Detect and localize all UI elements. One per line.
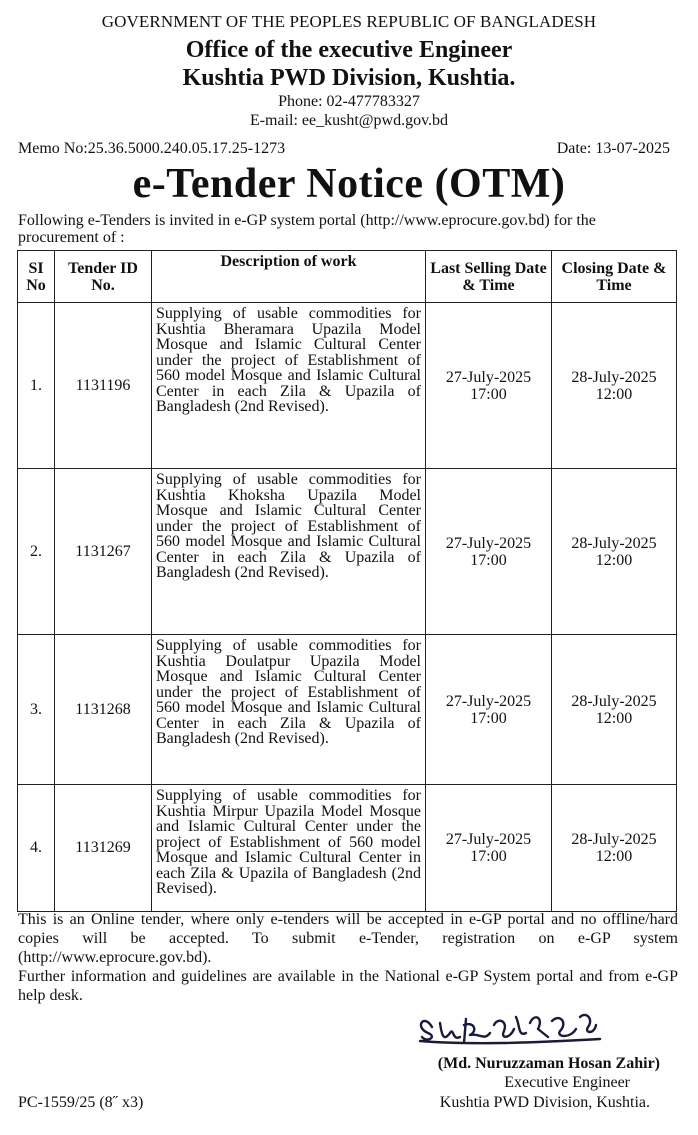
guidelines-note: Further information and guidelines are available in the National e-GP System portal and from e-GP help desk. [18, 968, 678, 1004]
col-header-description: Description of work [152, 251, 426, 303]
footer-notes [18, 910, 678, 1005]
row-sl: 3. [18, 635, 55, 785]
signatory-office: Kushtia PWD Division, Kushtia. [439, 1094, 650, 1111]
table-header-row [18, 251, 677, 303]
closing-date: 28-July-2025 [571, 368, 657, 386]
last-selling-date: 27-July-2025 [445, 692, 532, 710]
row-sl: 2. [18, 469, 55, 635]
closing-time: 12:00 [595, 709, 633, 727]
closing-date: 28-July-2025 [571, 534, 657, 552]
closing-time: 12:00 [595, 848, 633, 865]
table-row [18, 635, 677, 785]
office-line-2: Kushtia PWD Division, Kushtia. [182, 65, 516, 91]
email-line: E-mail: ee_kusht@pwd.gov.bd [249, 112, 449, 129]
row-last-selling [426, 469, 552, 635]
row-tender-id: 1131196 [55, 303, 152, 469]
last-selling-date: 27-July-2025 [445, 831, 532, 848]
online-tender-note: This is an Online tender, where only e-tenders will be accepted in e-GP portal and no offline/hard copies will be accepted. To submit e-Tender, registration on e-GP system (http://www.eprocure.gov.bd). [18, 911, 678, 966]
handwritten-signature [380, 1003, 670, 1060]
row-closing [552, 785, 677, 912]
row-closing [552, 635, 677, 785]
notice-title: e-Tender Notice (OTM) [132, 161, 566, 207]
phone-line: Phone: 02-477783327 [278, 93, 420, 110]
col-header-sl: SI No [18, 251, 55, 303]
col-header-last-selling: Last Selling Date & Time [426, 251, 552, 303]
last-selling-date: 27-July-2025 [445, 368, 532, 386]
last-selling-date: 27-July-2025 [445, 534, 532, 552]
col-header-tender-id: Tender ID No. [55, 251, 152, 303]
office-heading [0, 36, 698, 92]
intro-paragraph: Following e-Tenders is invited in e-GP system portal (http://www.eprocure.gov.bd) for the procurement of : [18, 212, 596, 246]
signatory-name: (Md. Nuruzzaman Hosan Zahir) [437, 1055, 660, 1072]
table-row [18, 469, 677, 635]
row-sl: 1. [18, 303, 55, 469]
last-selling-time: 17:00 [470, 709, 507, 727]
notice-date: Date: 13-07-2025 [556, 140, 670, 157]
row-description: Supplying of usable commodities for Kushtia Mirpur Upazila Model Mosque and Islamic Cultural Center under the project of Establishment of 560 model Mosque and Islamic Cultural Center in each Zila & Upazila of Bangladesh (2nd Revised). [152, 785, 426, 912]
row-last-selling [426, 303, 552, 469]
closing-date: 28-July-2025 [571, 831, 657, 848]
row-description: Supplying of usable commodities for Kushtia Bheramara Upazila Model Mosque and Islamic Cultural Center under the project of Establishment of 560 model Mosque and Islamic Cultural Center in each Zila & Upazila of Bangladesh (2nd Revised). [152, 303, 426, 469]
closing-date: 28-July-2025 [571, 692, 657, 710]
row-closing [552, 303, 677, 469]
last-selling-time: 17:00 [470, 385, 507, 403]
row-tender-id: 1131268 [55, 635, 152, 785]
table-row [18, 303, 677, 469]
row-closing [552, 469, 677, 635]
row-sl: 4. [18, 785, 55, 912]
signatory-designation: Executive Engineer [504, 1074, 630, 1091]
row-description: Supplying of usable commodities for Kushtia Khoksha Upazila Model Mosque and Islamic Cultural Center under the project of Establishment of 560 model Mosque and Islamic Cultural Center in each Zila & Upazila of Bangladesh (2nd Revised). [152, 469, 426, 635]
row-last-selling [426, 635, 552, 785]
col-header-closing: Closing Date & Time [552, 251, 677, 303]
table-row [18, 785, 677, 912]
pc-reference: PC-1559/25 (8˝ x3) [18, 1094, 144, 1111]
office-line-1: Office of the executive Engineer [185, 37, 513, 63]
row-tender-id: 1131269 [55, 785, 152, 912]
signature-scribble [380, 1003, 670, 1055]
last-selling-time: 17:00 [470, 848, 507, 865]
government-heading: GOVERNMENT OF THE PEOPLES REPUBLIC OF BANGLADESH [101, 12, 597, 31]
row-tender-id: 1131267 [55, 469, 152, 635]
closing-time: 12:00 [595, 551, 633, 569]
tender-table [17, 250, 677, 912]
last-selling-time: 17:00 [470, 551, 507, 569]
row-description: Supplying of usable commodities for Kushtia Doulatpur Upazila Model Mosque and Islamic Cultural Center under the project of Establishment of 560 model Mosque and Islamic Cultural Center in each Zila & Upazila of Bangladesh (2nd Revised). [152, 635, 426, 785]
memo-number: Memo No:25.36.5000.240.05.17.25-1273 [18, 140, 286, 157]
closing-time: 12:00 [595, 385, 633, 403]
row-last-selling [426, 785, 552, 912]
